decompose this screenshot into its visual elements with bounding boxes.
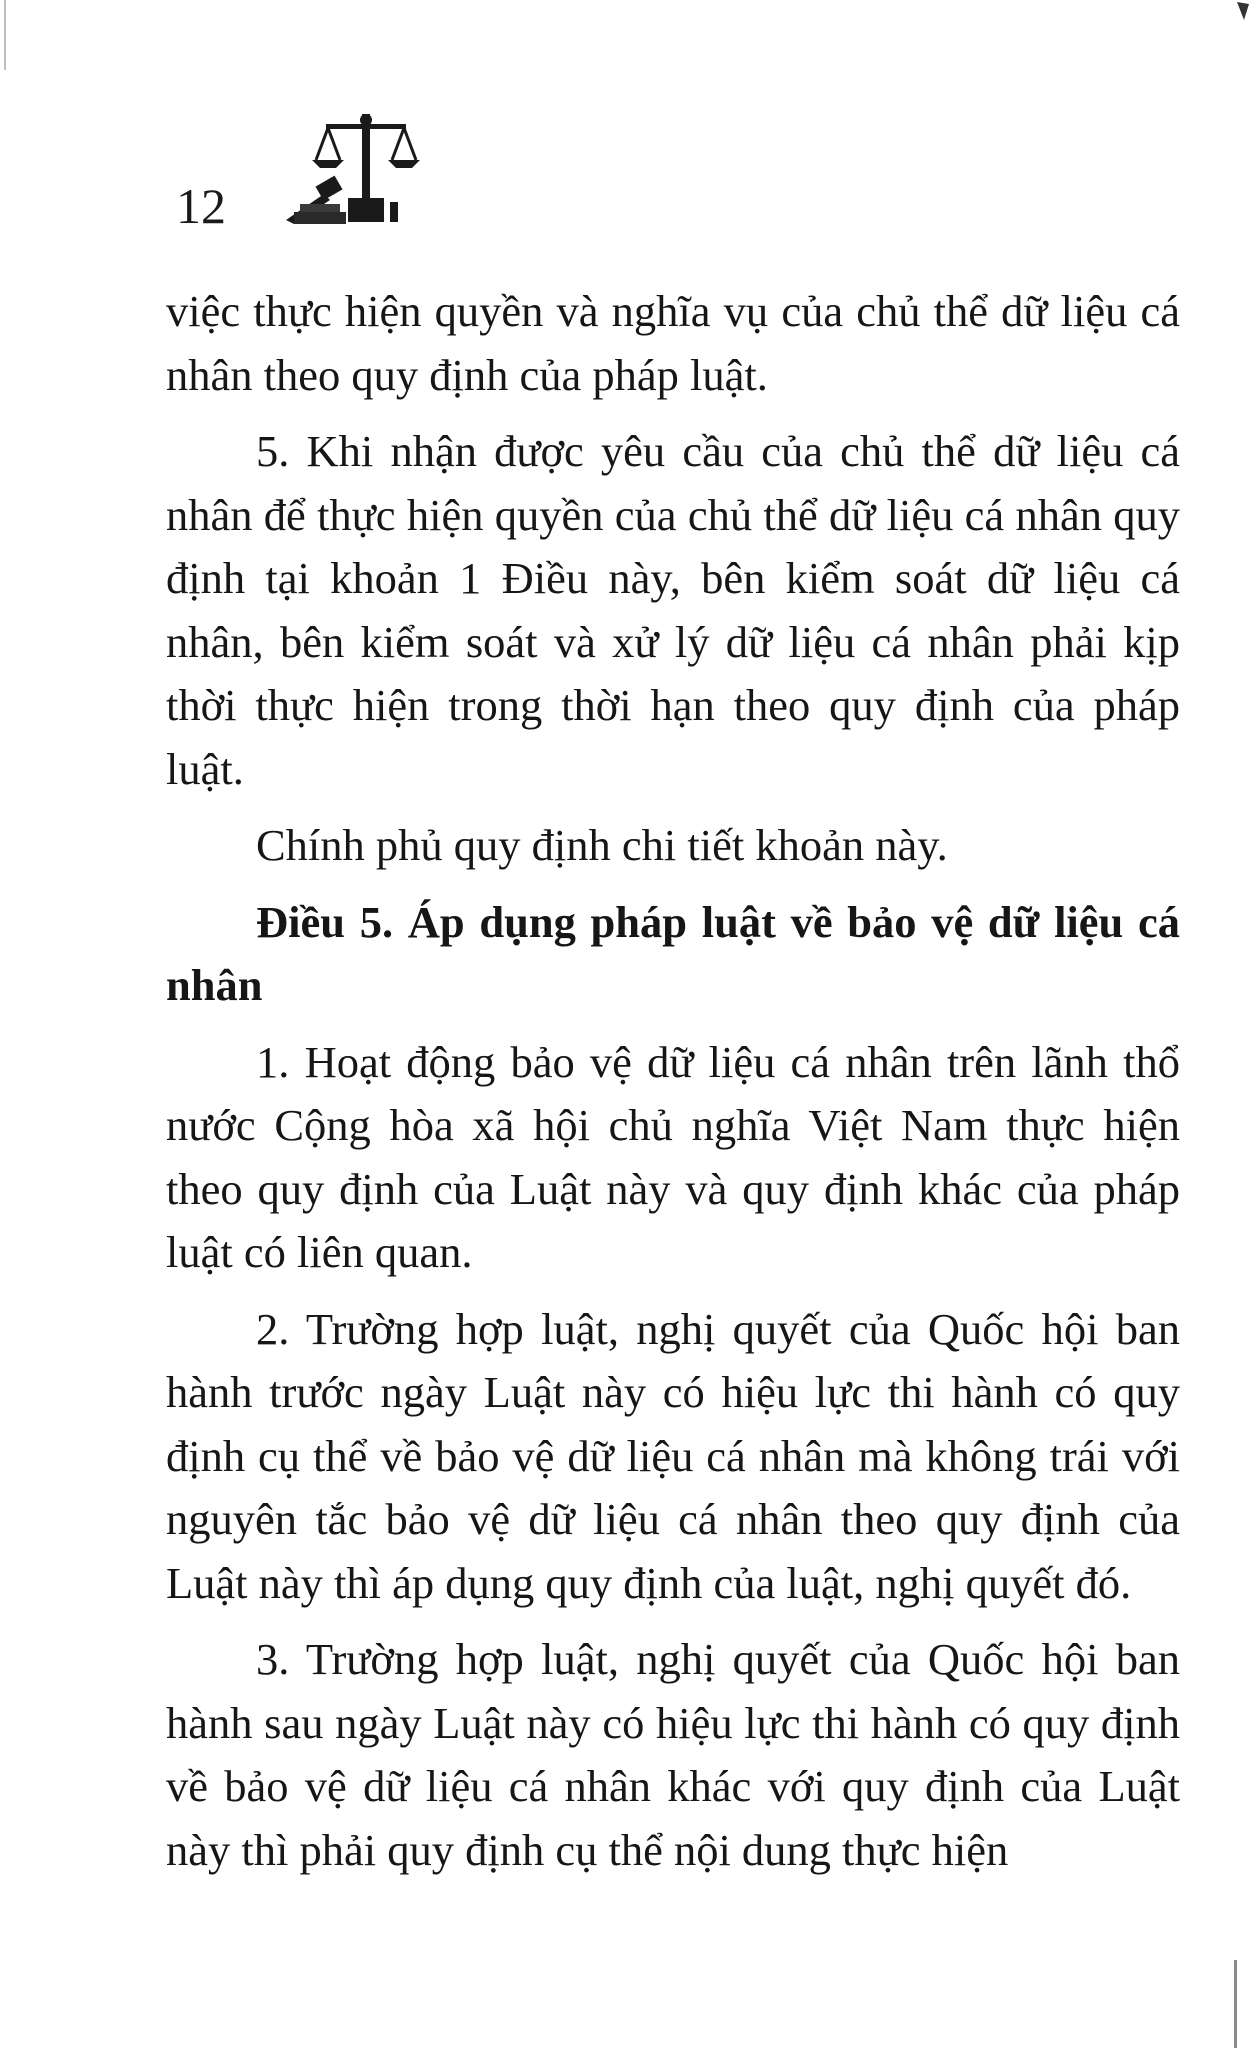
scales-of-justice-and-gavel-icon	[256, 108, 446, 228]
page-body	[166, 280, 1180, 1895]
paragraph-clause-5: 5. Khi nhận được yêu cầu của chủ thể dữ liệu cá nhân để thực hiện quyền của chủ thể dữ liệu cá nhân quy định tại khoản 1 Điều này, bên kiểm soát dữ liệu cá nhân, bên kiểm soát và xử lý dữ liệu cá nhân phải kịp thời thực hiện trong thời hạn theo quy định của pháp luật.	[166, 426, 1180, 794]
paragraph-continuation: việc thực hiện quyền và nghĩa vụ của chủ thể dữ liệu cá nhân theo quy định của pháp luật.	[166, 286, 1180, 400]
page-number: 12	[176, 178, 226, 234]
paragraph-clause-1: 1. Hoạt động bảo vệ dữ liệu cá nhân trên lãnh thổ nước Cộng hòa xã hội chủ nghĩa Việt Nam thực hiện theo quy định của Luật này và quy định khác của pháp luật có liên quan.	[166, 1036, 1180, 1277]
page-edge-line	[4, 0, 6, 70]
corner-mark	[1235, 0, 1251, 22]
page-header	[176, 108, 446, 238]
page-edge-line	[1234, 1960, 1237, 2048]
article-heading: Điều 5. Áp dụng pháp luật về bảo vệ dữ liệu cá nhân	[166, 896, 1180, 1010]
paragraph-clause-2: 2. Trường hợp luật, nghị quyết của Quốc hội ban hành trước ngày Luật này có hiệu lực thi hành có quy định cụ thể về bảo vệ dữ liệu cá nhân mà không trái với nguyên tắc bảo vệ dữ liệu cá nhân theo quy định của Luật này thì áp dụng quy định của luật, nghị quyết đó.	[166, 1303, 1180, 1608]
paragraph-clause-3: 3. Trường hợp luật, nghị quyết của Quốc hội ban hành sau ngày Luật này có hiệu lực thi hành có quy định về bảo vệ dữ liệu cá nhân khác với quy định của Luật này thì phải quy định cụ thể nội dung thực hiện	[166, 1634, 1180, 1875]
paragraph-government-detail: Chính phủ quy định chi tiết khoản này.	[256, 820, 948, 870]
